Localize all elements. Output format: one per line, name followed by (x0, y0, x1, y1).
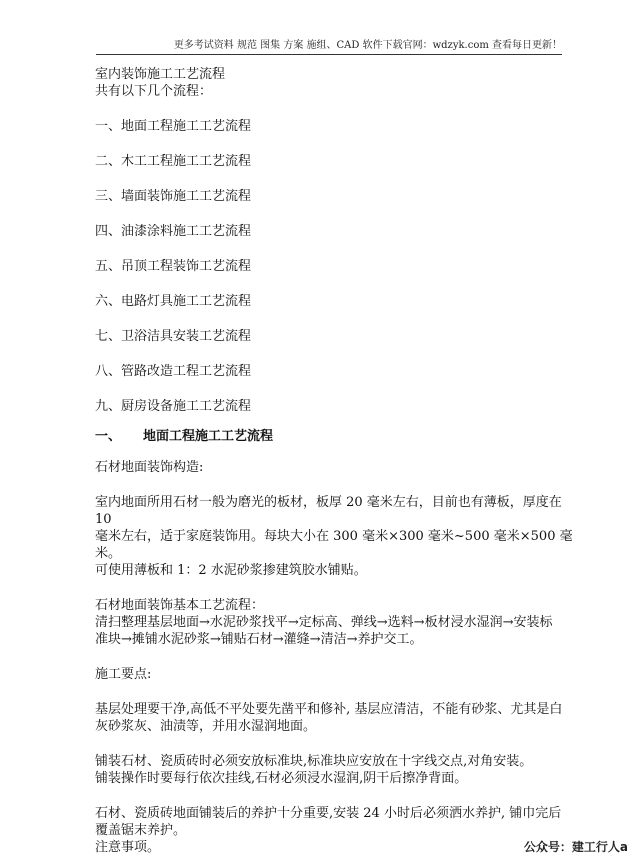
point-line: 灰砂浆灰、油渍等，并用水湿润地面。 (95, 719, 317, 734)
point-line: 覆盖锯末养护。 (95, 823, 187, 838)
toc-item: 九、厨房设备施工工艺流程 (95, 399, 252, 414)
structure-line: 毫米左右，适于家庭装饰用。每块大小在 300 毫米×300 毫米~500 毫米×500 毫米。 (95, 529, 573, 561)
toc-item: 七、卫浴洁具安装工艺流程 (95, 329, 252, 344)
structure-line: 室内地面所用石材一般为磨光的板材，板厚 20 毫米左右，目前也有薄板，厚度在 10 (95, 495, 562, 527)
toc-item: 四、油漆涂料施工工艺流程 (95, 224, 252, 239)
watermark-footer: 公众号：建工行人a (523, 840, 628, 854)
process-line: 准块→摊铺水泥砂浆→铺贴石材→灌缝→清洁→养护交工。 (95, 632, 423, 647)
point-line: 基层处理要干净,高低不平处要先凿平和修补, 基层应清洁，不能有砂浆、尤其是白 (95, 702, 563, 717)
process-line: 清扫整理基层地面→水泥砂浆找平→定标高、弹线→选料→板材浸水湿润→安装标 (95, 615, 553, 630)
toc-item: 一、地面工程施工工艺流程 (95, 119, 252, 134)
point-line: 铺装操作时要每行依次挂线,石材必须浸水湿润,阴干后擦净背面。 (95, 771, 468, 786)
notes-heading: 注意事项。 (95, 840, 161, 855)
toc-item: 八、管路改造工程工艺流程 (95, 364, 252, 379)
toc-item: 三、墙面装饰施工工艺流程 (95, 189, 252, 204)
structure-line: 可使用薄板和 1：2 水泥砂浆掺建筑胶水铺贴。 (95, 563, 367, 578)
toc-item: 五、吊顶工程装饰工艺流程 (95, 259, 252, 274)
section-title: 地面工程施工工艺流程 (143, 429, 274, 444)
document-body (95, 66, 573, 856)
points-heading: 施工要点: (95, 667, 152, 682)
point-line: 铺装石材、瓷质砖时必须安放标准块,标准块应安放在十字线交点,对角安装。 (95, 754, 533, 769)
page-header: 更多考试资料 规范 图集 方案 施组、CAD 软件下载官网：wdzyk.com 查看每日更新！ (96, 36, 562, 55)
document-subtitle: 共有以下几个流程： (95, 84, 213, 99)
toc-list (95, 118, 573, 415)
toc-item: 六、电路灯具施工工艺流程 (95, 294, 252, 309)
point-line: 石材、瓷质砖地面铺装后的养护十分重要,安装 24 小时后必须洒水养护, 铺巾完后 (95, 806, 562, 821)
structure-heading: 石材地面装饰构造: (95, 460, 204, 475)
process-heading: 石材地面装饰基本工艺流程： (95, 598, 265, 613)
section-heading (95, 428, 573, 445)
section-number: 一、 (95, 429, 122, 444)
toc-item: 二、木工工程施工工艺流程 (95, 154, 252, 169)
document-title: 室内装饰施工工艺流程 (95, 67, 226, 82)
